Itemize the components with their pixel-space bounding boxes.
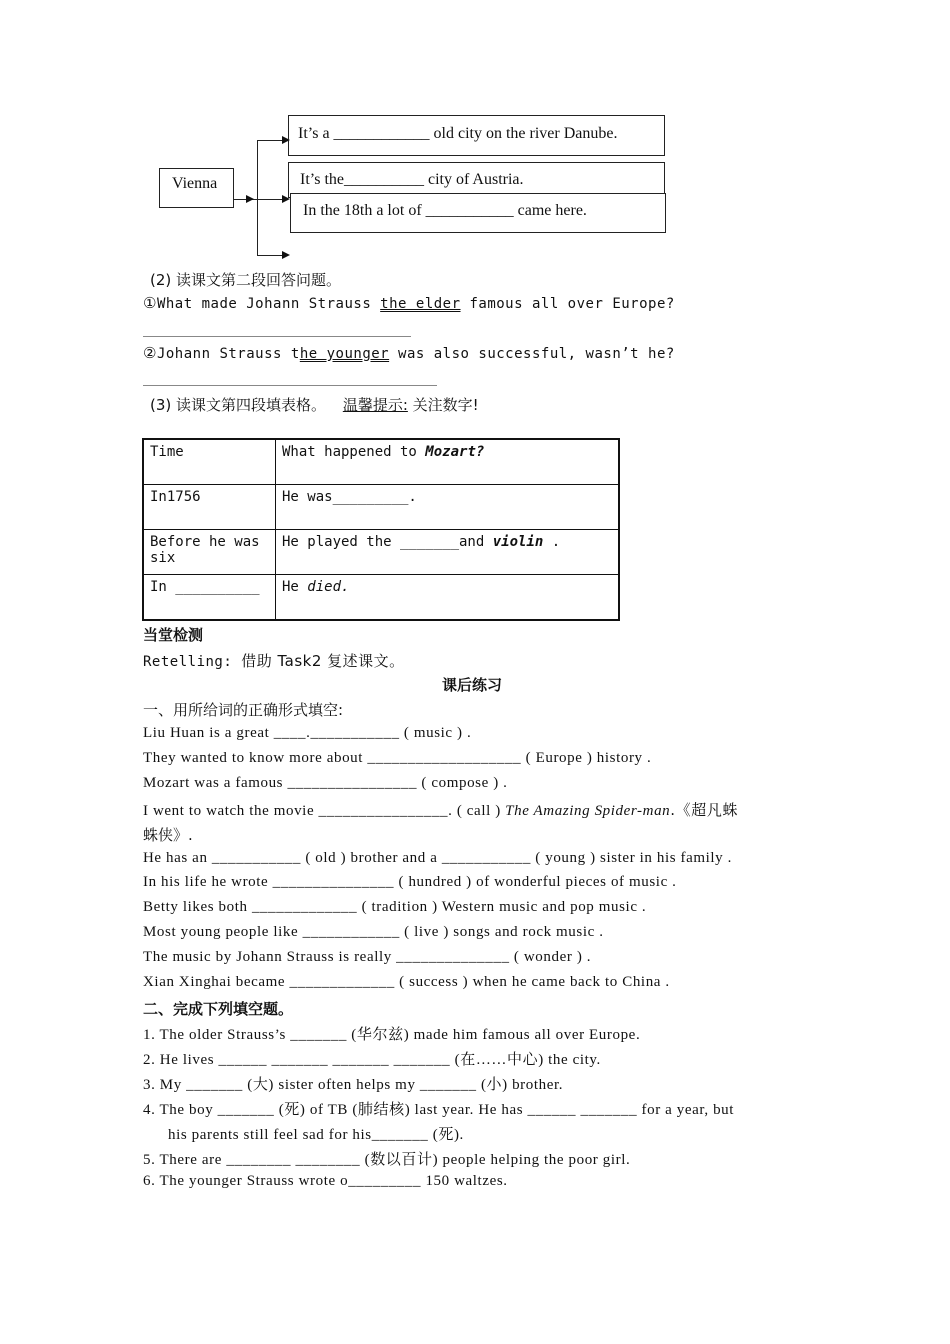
arrow-head-3: [282, 251, 290, 259]
table-row: [143, 575, 619, 621]
movie-title: The Amazing Spider-man: [505, 803, 671, 819]
table-row: [143, 439, 619, 485]
mozart-table: [142, 438, 620, 621]
part2-item-4-cont: his parents still feel sad for his_______ (死).: [168, 1127, 464, 1143]
movie-cn-wrap: 蛛侠》.: [143, 826, 193, 844]
table-row: [143, 530, 619, 575]
table-row: [143, 485, 619, 530]
table-cell-what-violin: violin: [492, 534, 544, 550]
table-cell-time: In __________: [143, 575, 276, 621]
tip-label: 温馨提示:: [342, 396, 408, 414]
table-cell-time: In1756: [143, 485, 276, 530]
part1-item-1: Liu Huan is a great ____.___________ ( music ) .: [143, 725, 472, 741]
part2-item-6: 6. The younger Strauss wrote o_________ 150 waltzes.: [143, 1173, 508, 1189]
retelling-text: 借助 Task2 复述课文。: [241, 652, 405, 670]
question-2: [143, 344, 675, 362]
part1-item-4-text: I went to watch the movie ________________. ( call ): [143, 803, 506, 819]
part1-item-7: Betty likes both _____________ ( tradition ) Western music and pop music .: [143, 899, 647, 915]
question-2-post: was also successful, wasn’t he?: [389, 346, 675, 362]
section-3-title: (3) 读课文第四段填表格。: [150, 396, 327, 414]
part1-item-2: They wanted to know more about ___________________ ( Europe ) history .: [143, 750, 652, 766]
part2-item-4: 4. The boy _______ (死) of TB (肺结核) last year. He has ______ _______ for a year, but: [143, 1102, 735, 1118]
table-header-what: [276, 439, 620, 485]
vienna-label: Vienna: [172, 175, 218, 192]
question-2-number: ②: [143, 344, 157, 362]
table-header-what-text: What happened to: [282, 444, 426, 460]
section-3-heading: [150, 394, 479, 415]
part1-item-3: Mozart was a famous ________________ ( compose ) .: [143, 775, 508, 791]
retelling-label: Retelling:: [143, 654, 242, 670]
table-cell-time: Before he was six: [143, 530, 276, 575]
answer-line-2: [143, 385, 437, 386]
question-1-pre: What made Johann Strauss: [156, 296, 381, 312]
table-cell-what: He was_________.: [276, 485, 620, 530]
part2-item-1: 1. The older Strauss’s _______ (华尔兹) made him famous all over Europe.: [143, 1027, 641, 1043]
part1-item-8: Most young people like ____________ ( live ) songs and rock music .: [143, 924, 604, 940]
table-cell-what-c: .: [543, 534, 561, 550]
part1-item-4: [143, 799, 738, 820]
question-1-underlined: the elder: [380, 296, 461, 312]
question-2-pre: Johann Strauss t: [156, 346, 300, 362]
tip-text: 关注数字!: [407, 396, 479, 414]
table-header-mozart: Mozart?: [425, 444, 485, 460]
fact-box-1-text: It’s a ____________ old city on the river Danube.: [298, 125, 618, 142]
table-cell-what: [276, 530, 620, 575]
check-heading: 当堂检测: [143, 626, 204, 644]
part2-item-5: 5. There are ________ ________ (数以百计) people helping the poor girl.: [143, 1152, 631, 1168]
part2-item-2: 2. He lives ______ _______ _______ _______ (在……中心) the city.: [143, 1052, 601, 1068]
part1-item-9: The music by Johann Strauss is really ______________ ( wonder ) .: [143, 949, 592, 965]
fact-box-3-text: In the 18th a lot of ___________ came here.: [303, 202, 587, 219]
movie-cn: .《超凡蛛: [670, 801, 739, 819]
table-cell-what-died: died.: [307, 579, 350, 595]
table-header-time: Time: [143, 439, 276, 485]
table-cell-what-a: He played the _______and: [282, 534, 493, 550]
retelling-line: [143, 650, 405, 671]
table-cell-what: [276, 575, 620, 621]
part1-item-10: Xian Xinghai became _____________ ( success ) when he came back to China .: [143, 974, 670, 990]
part2-item-3: 3. My _______ (大) sister often helps my _______ (小) brother.: [143, 1077, 564, 1093]
part-1-heading: 一、用所给词的正确形式填空:: [143, 701, 344, 719]
question-1: [143, 294, 675, 312]
fact-box-2-text: It’s the__________ city of Austria.: [300, 171, 524, 188]
part1-item-6: In his life he wrote _______________ ( hundred ) of wonderful pieces of music .: [143, 874, 677, 890]
section-2-heading: (2) 读课文第二段回答问题。: [150, 271, 342, 289]
arrow-head-center: [246, 195, 254, 203]
homework-title: 课后练习: [442, 676, 503, 694]
part-2-heading: 二、完成下列填空题。: [143, 1000, 294, 1018]
question-1-number: ①: [143, 294, 157, 312]
question-2-underlined: he younger: [299, 346, 390, 362]
question-1-post: famous all over Europe?: [460, 296, 675, 312]
part1-item-5: He has an ___________ ( old ) brother and a ___________ ( young ) sister in his family .: [143, 850, 732, 866]
table-cell-what-a: He: [282, 579, 308, 595]
answer-line-1: [143, 336, 411, 337]
